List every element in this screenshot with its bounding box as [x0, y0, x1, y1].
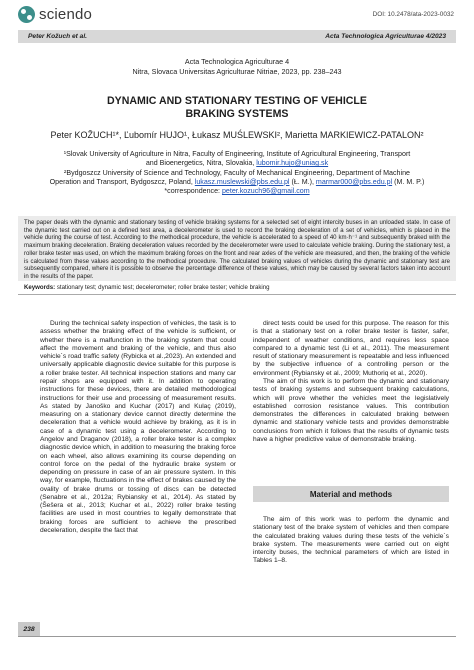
journal-line1: Acta Technologica Agriculturae 4 [184, 57, 290, 66]
publisher-logo [18, 6, 92, 23]
intro-paragraph-3: The aim of this work is to perform the dynamic and stationary tests of braking systems and subsequent braking calculations, which will prove whether the vehicles meet the legislatively established corrosion resistance values. This contribution demonstrates the differences in calculated braking between dynamic and stationary vehicle tests and provides demonstrable conclusions from which it follows that the results of dynamic tests have a higher predictive value of demonstrable braking. [253, 377, 449, 443]
doi-text: DOI: 10.2478/ata-2023-0032 [372, 11, 454, 18]
header-journal: Acta Technologica Agriculturae 4/2023 [325, 33, 446, 40]
header-authors: Peter Kožuch et al. [28, 33, 87, 40]
keywords-label: Keywords: [24, 284, 56, 291]
affiliation-2-line1: ²Bydgoszcz University of Science and Technology, Faculty of Mechanical Engineering, Department of Machine [64, 168, 410, 177]
affiliations [20, 150, 454, 196]
section-heading-material-methods: Material and methods [253, 486, 449, 502]
email-link-correspondence[interactable]: peter.kozuch96@gmail.com [221, 187, 310, 196]
email-link-muslewski[interactable]: lukasz.muslewski@pbs.edu.pl [194, 177, 290, 186]
journal-line2: Nitra, Slovaca Universitas Agriculturae Nitriae, 2023, pp. 238–243 [132, 66, 342, 76]
footer-rule [18, 636, 456, 637]
intro-paragraph-1: During the technical safety inspection of vehicles, the task is to assess whether the braking effect of the vehicle is sufficient, or whether there is a malfunction in the braking system that could affect the movement and braking of the vehicle, and thus also vehicle´s road traffic safety (Rybicka et al.,2023). An extended and universally applicable diagnostic device suitable for this purpose is a roller brake tester. All technical inspection stations and many car repair shops are equipped with it. In addition to operating instructions for these devices, there are detailed methodological instructions for their use and processing of measurement results. As stated by Janoško and Kuchar (2017) and Kulaç (2019), measuring on a stationary device cannot directly determine the deceleration that a vehicle would achieve by braking, as it is in case of a dynamic test using a decelerometer. According to Angelov and Draganov (2018), a roller brake tester is a complex diagnostic device which, in addition to measuring the braking force on each wheel, also allows examining its course depending on control force on the pedal of the hydraulic brake system or depending on pressure in case of an air pressure system. In this way, for example, fluctuations in the effect of brakes caused by the ovality of brake drums or tossing of discs can be detected (Senabre et al., 2012a; Rybiansky et al., 2014). As stated by (Šešera et al., 2013; Kuchar et al., 2022) roller brake testing facilities are used in most countries to legally demonstrate that braking forces are sufficient to achieve the prescribed deceleration, despite the fact that [40, 320, 236, 535]
affiliation-1-line2: and Bioenergetics, Nitra, Slovakia, lubomir.hujo@uniag.sk [145, 159, 329, 168]
keywords-text: stationary test; dynamic test; decelerometer; roller brake tester; vehicle braking [56, 284, 270, 291]
title-line1: DYNAMIC AND STATIONARY TESTING OF VEHICLE [107, 95, 367, 107]
email-link-hujo[interactable]: lubomir.hujo@uniag.sk [256, 159, 329, 168]
left-column [40, 320, 236, 535]
logo-text: sciendo [39, 6, 93, 23]
right-column [253, 320, 449, 444]
methods-paragraph-1: The aim of this work was to perform the dynamic and stationary test of the brake system of vehicles and then compare the calculated braking values during these tests of the vehicle´s brake system. The measurements were carried out on eight intercity buses, the technical parameters of which are listed in Tables 1–8. [253, 516, 449, 565]
methods-column [253, 516, 449, 566]
divider [18, 294, 456, 295]
journal-info [0, 57, 474, 76]
affiliation-1-line1: ¹Slovak University of Agriculture in Nitra, Faculty of Engineering, Institute of Agricultural Engineering, Transport [63, 150, 411, 158]
intro-paragraph-2: direct tests could be used for this purpose. The reason for this is that a stationary test on a roller brake tester is faster, safer, independent of weather conditions, and requires less space compared to a dynamic test (Li et al., 2011). The measurement result of stationary measurement is repeatable and less influenced by the subjective influence of a controlling person or the environment (Rybiansky et al., 2009; Muthoriq et al., 2020). [253, 320, 449, 377]
author-list: Peter KOŽUCH¹*, Ľubomír HUJO¹, Łukasz MUŚLEWSKI², Marietta MARKIEWICZ-PATALON² [50, 130, 424, 140]
keywords [24, 284, 450, 291]
sciendo-logo-icon [18, 6, 35, 23]
abstract: The paper deals with the dynamic and stationary testing of vehicle braking systems for a selected set of eight intercity buses in an unloaded state. In case of the dynamic test carried out on a defined test area, a decelerometer is used to record the braking deceleration of a set of vehicles, which is placed in the vehicle during the course of test. According to the methodical procedure, the vehicle is accelerated to a speed of 40 km·h⁻¹ and subsequently braked with the maximum braking deceleration. Braking deceleration values recorded by the decelerometer were used to calculate vehicle braking. During the stationary test, a roller brake tester was used, on which the maximum braking forces on the front and rear axles of the vehicle are measured, and then, the braking of the vehicle is calculated from these values according to the methodical procedure. The calculated braking values of vehicles during the dynamic and stationary test are subsequently compared, where it is possible to observe the percentage difference of these values, which may be caused by several factors taken into account in the results of the paper. [18, 216, 456, 281]
correspondence: *correspondence: peter.kozuch96@gmail.com [164, 187, 310, 196]
paper-title [0, 95, 474, 120]
email-link-markiewicz[interactable]: marmar000@pbs.edu.pl [315, 177, 393, 186]
page-number: 238 [18, 622, 40, 636]
affiliation-2-line2: Operation and Transport, Bydgoszcz, Poland, lukasz.muslewski@pbs.edu.pl (Ł. M.), marmar000@pbs.edu.pl (M. M. P.) [49, 177, 425, 186]
title-line2: BRAKING SYSTEMS [185, 107, 289, 120]
running-header [18, 30, 456, 43]
